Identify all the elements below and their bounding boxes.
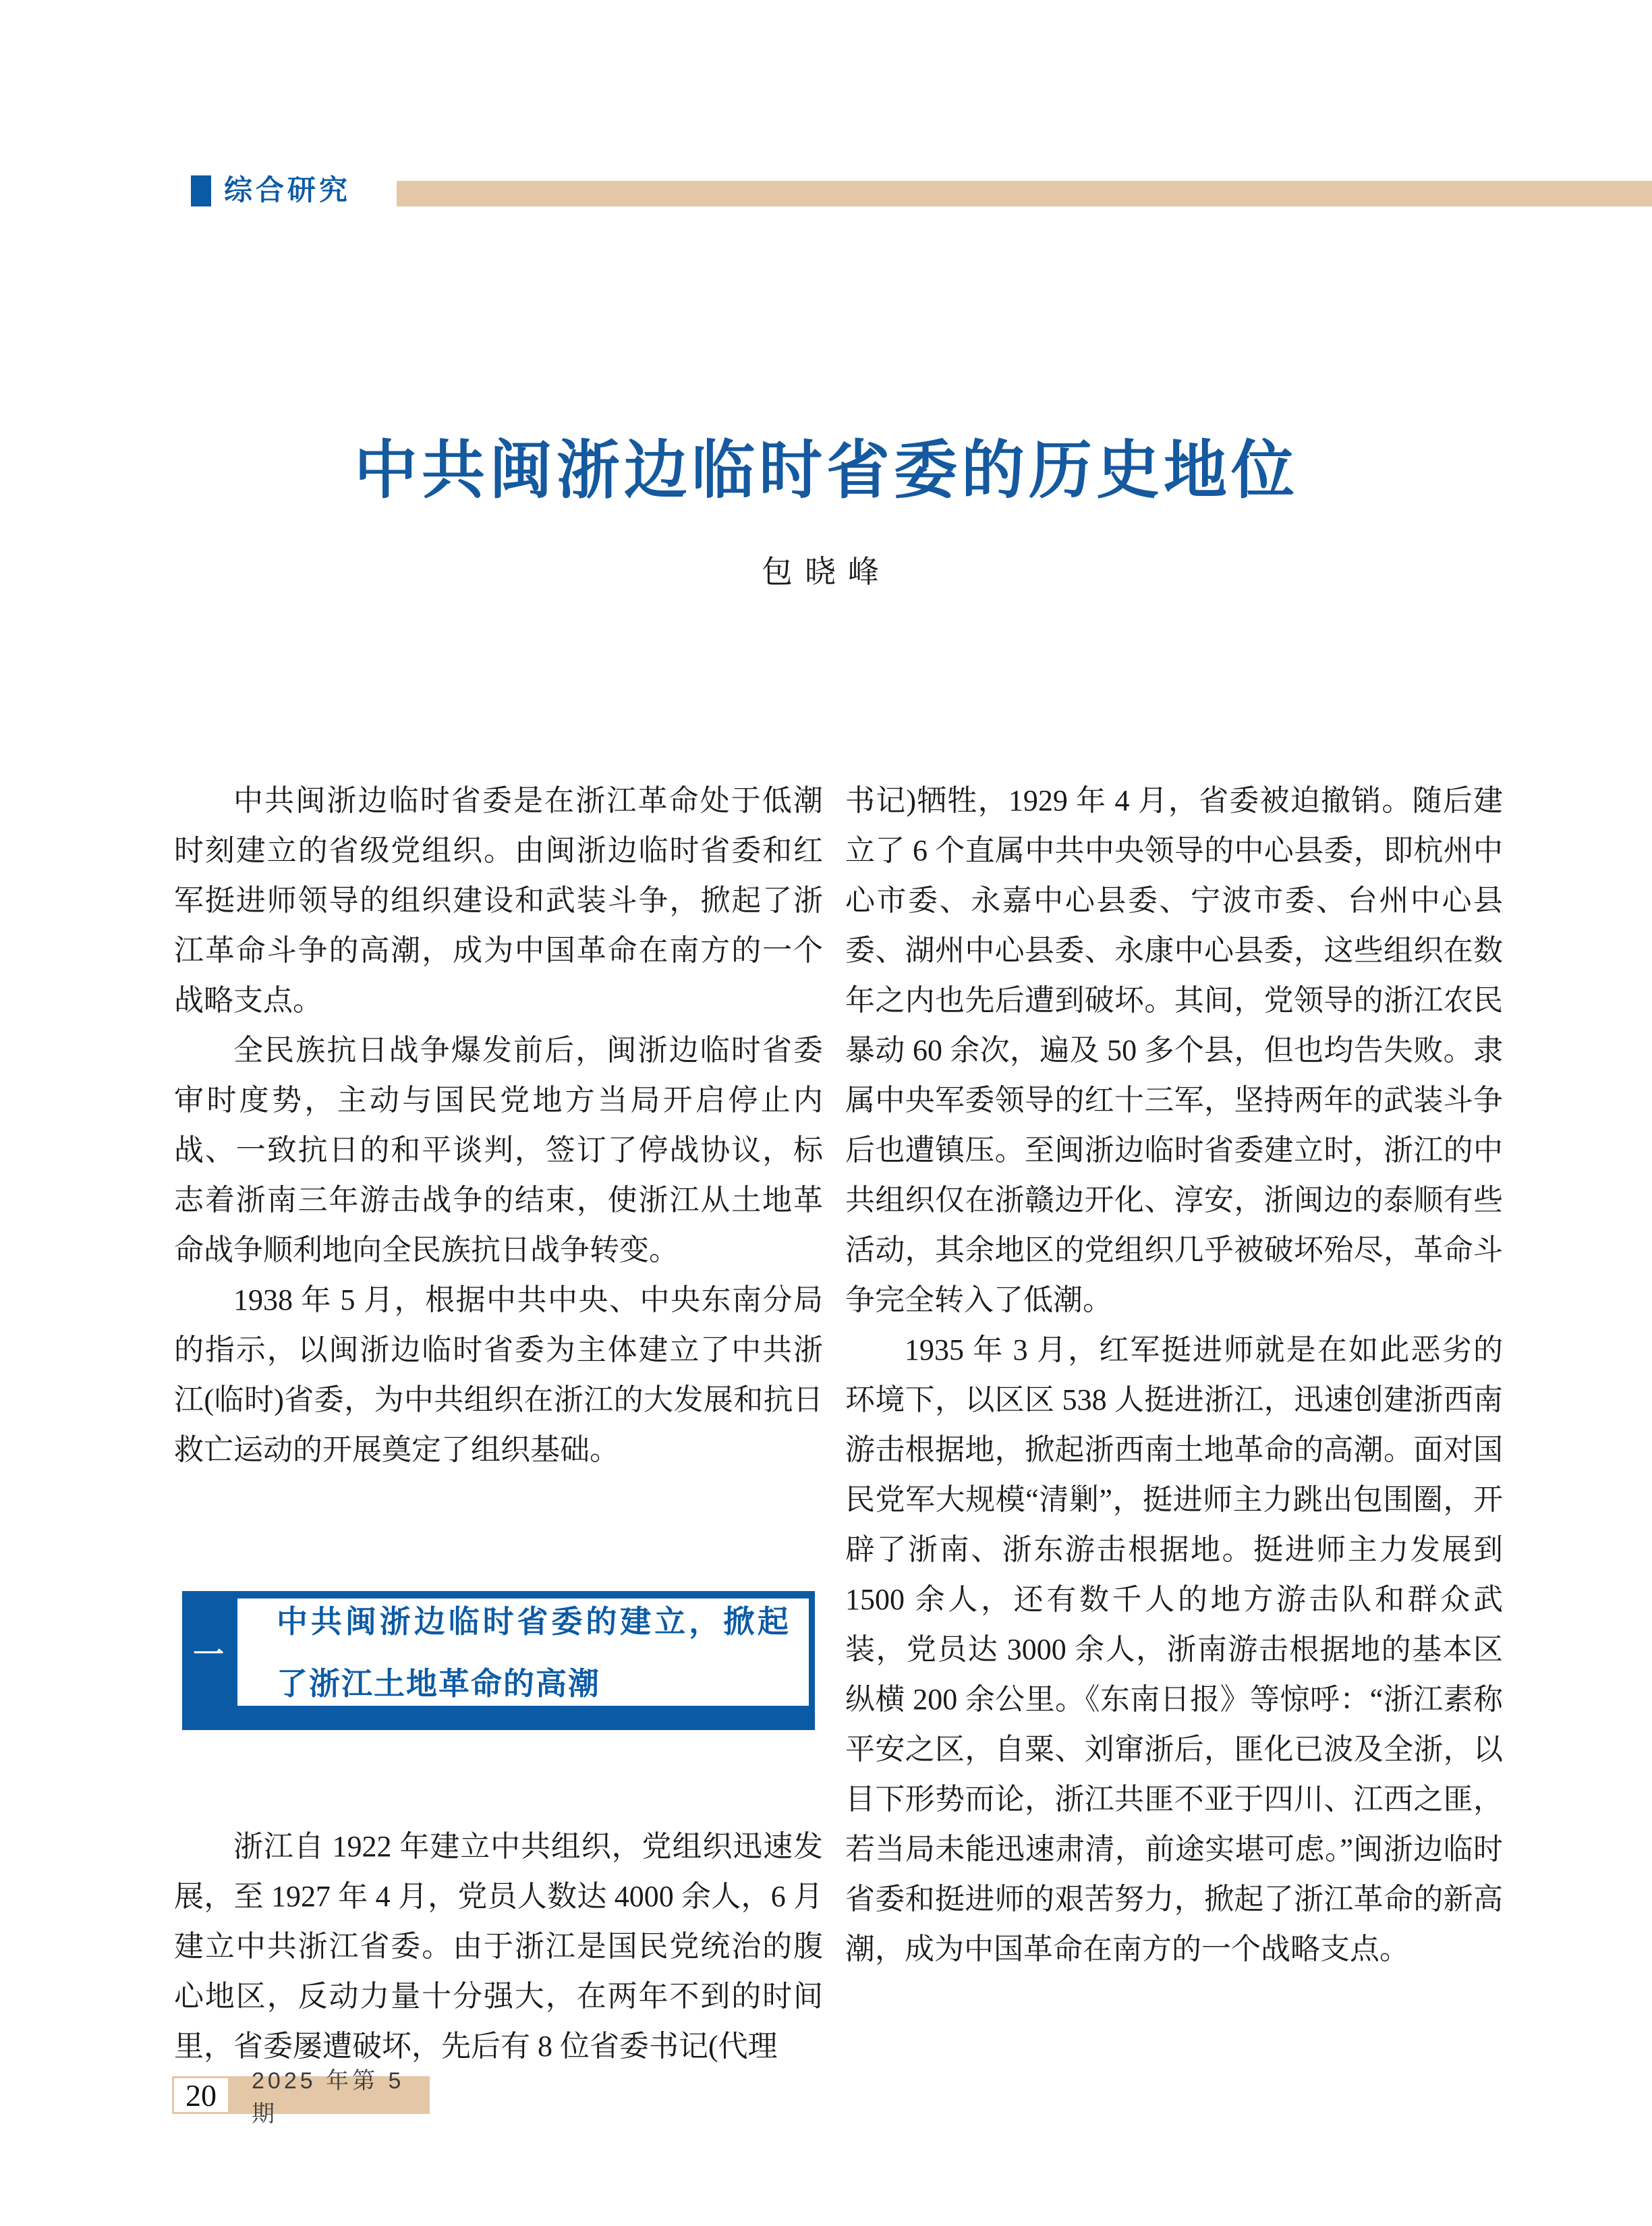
footer-bar <box>172 2068 430 2127</box>
article-title: 中共闽浙边临时省委的历史地位 <box>353 436 1299 506</box>
section-heading-frame <box>235 1596 811 1708</box>
section-heading: 中共闽浙边临时省委的建立，掀起了浙江土地革命的高潮 <box>277 1603 790 1701</box>
paragraph: 中共闽浙边临时省委是在浙江革命处于低潮时刻建立的省级党组织。由闽浙边临时省委和红军挺进师领导的组织建设和武装斗争，掀起了浙江革命斗争的高潮，成为中国革命在南方的一个战略支点。 <box>174 784 823 1017</box>
page-number: 20 <box>174 2078 228 2112</box>
right-column <box>845 776 1503 1974</box>
paragraph: 浙江自 1922 年建立中共组织，党组织迅速发展，至 1927 年 4 月，党员人数达 4000 余人，6 月建立中共浙江省委。由于浙江是国民党统治的腹心地区，反动力量十分强大，在两年不到的时间里，省委屡遭破坏，先后有 8 位省委书记(代理 <box>174 1830 823 2063</box>
category-label: 综合研究 <box>224 174 351 206</box>
paragraph: 1935 年 3 月，红军挺进师就是在如此恶劣的环境下，以区区 538 人挺进浙江，迅速创建浙西南游击根据地，掀起浙西南土地革命的高潮。面对国民党军大规模“清剿”，挺进师主力跳出包围圈，开辟了浙南、浙东游击根据地。挺进师主力发展到 1500 余人，还有数千人的地方游击队和群众武装，党员达 3000 余人，浙南游击根据地的基本区纵横 200 余公里。《东南日报》等惊呼：“浙江素称平安之区，自粟、刘窜浙后，匪化已波及全浙，以目下形势而论，浙江共匪不亚于四川、江西之匪，若当局未能迅速肃清，前途实堪可虑。”闽浙边临时省委和挺进师的艰苦努力，掀起了浙江革命的新高潮，成为中国革命在南方的一个战略支点。 <box>845 1333 1503 1966</box>
category-marker-icon <box>191 175 211 206</box>
header-rule-bar <box>397 181 1652 206</box>
author-name: 包晓峰 <box>762 555 891 589</box>
section-number: 一 <box>193 1636 224 1672</box>
section-heading-box <box>182 1591 815 1730</box>
issue-label: 2025 年第 5 期 <box>252 2068 405 2127</box>
left-column-top <box>174 776 823 1475</box>
paragraph: 书记)牺牲，1929 年 4 月，省委被迫撤销。随后建立了 6 个直属中共中央领导的中心县委，即杭州中心市委、永嘉中心县委、宁波市委、台州中心县委、湖州中心县委、永康中心县委，这些组织在数年之内也先后遭到破坏。其间，党领导的浙江农民暴动 60 余次，遍及 50 多个县，但也均告失败。隶属中央军委领导的红十三军，坚持两年的武装斗争后也遭镇压。至闽浙边临时省委建立时，浙江的中共组织仅在浙赣边开化、淳安，浙闽边的泰顺有些活动，其余地区的党组织几乎被破坏殆尽，革命斗争完全转入了低潮。 <box>845 784 1503 1316</box>
paragraph: 全民族抗日战争爆发前后，闽浙边临时省委审时度势，主动与国民党地方当局开启停止内战、一致抗日的和平谈判，签订了停战协议，标志着浙南三年游击战争的结束，使浙江从土地革命战争顺利地向全民族抗日战争转变。 <box>174 1034 823 1267</box>
paragraph: 1938 年 5 月，根据中共中央、中央东南分局的指示，以闽浙边临时省委为主体建立了中共浙江(临时)省委，为中共组织在浙江的大发展和抗日救亡运动的开展奠定了组织基础。 <box>174 1283 823 1466</box>
left-column-bottom <box>174 1822 823 2071</box>
